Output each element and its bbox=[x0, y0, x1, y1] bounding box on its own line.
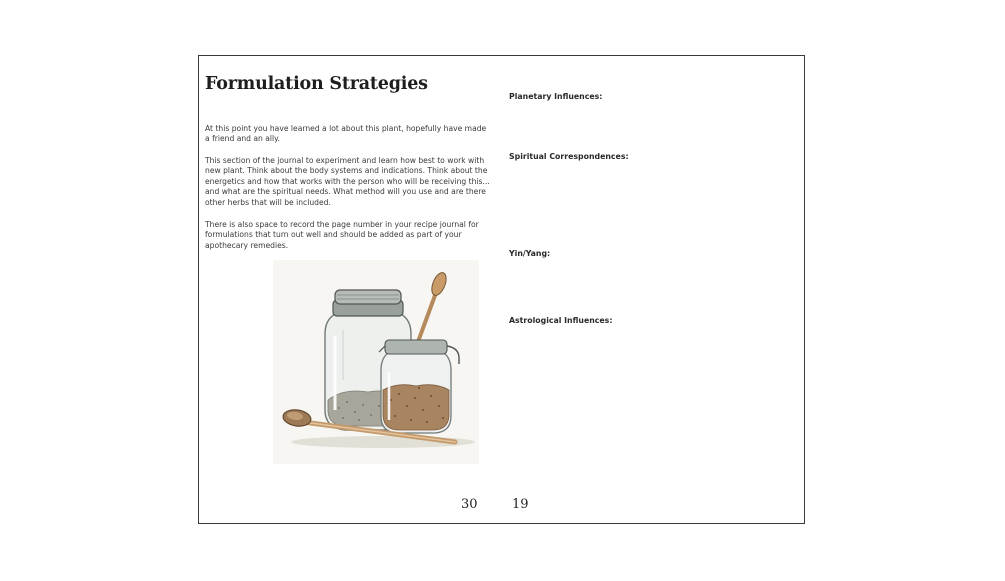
instructions-paragraph: This section of the journal to experiment and learn how best to work with new plant. Think about the body systems and indications. Think about the energetics and how that works with the person who will be receiving this... and what are the spiritual needs. What method will you use and are there other herbs that will be included. bbox=[205, 156, 490, 207]
left-page-number: 30 bbox=[461, 497, 478, 512]
intro-paragraph: At this point you have learned a lot about this plant, hopefully have made a friend and an ally. bbox=[205, 124, 487, 144]
right-page bbox=[504, 56, 806, 523]
recipe-note-paragraph: There is also space to record the page number in your recipe journal for formulations that turn out well and should be added as part of your apothecary remedies. bbox=[205, 220, 479, 250]
journal-spread bbox=[198, 55, 805, 524]
astrological-influences-label: Astrological Influences: bbox=[509, 316, 613, 325]
yin-yang-label: Yin/Yang: bbox=[509, 249, 551, 258]
wooden-spoon-bowl bbox=[429, 271, 449, 298]
left-page bbox=[199, 56, 504, 523]
small-jar-lid bbox=[385, 340, 447, 354]
page-title: Formulation Strategies bbox=[205, 74, 428, 94]
jars-and-spoons-drawing bbox=[273, 260, 479, 464]
jars-illustration bbox=[273, 260, 479, 464]
planetary-influences-label: Planetary Influences: bbox=[509, 92, 603, 101]
spiritual-correspondences-label: Spiritual Correspondences: bbox=[509, 152, 629, 161]
right-page-number: 19 bbox=[512, 497, 529, 512]
